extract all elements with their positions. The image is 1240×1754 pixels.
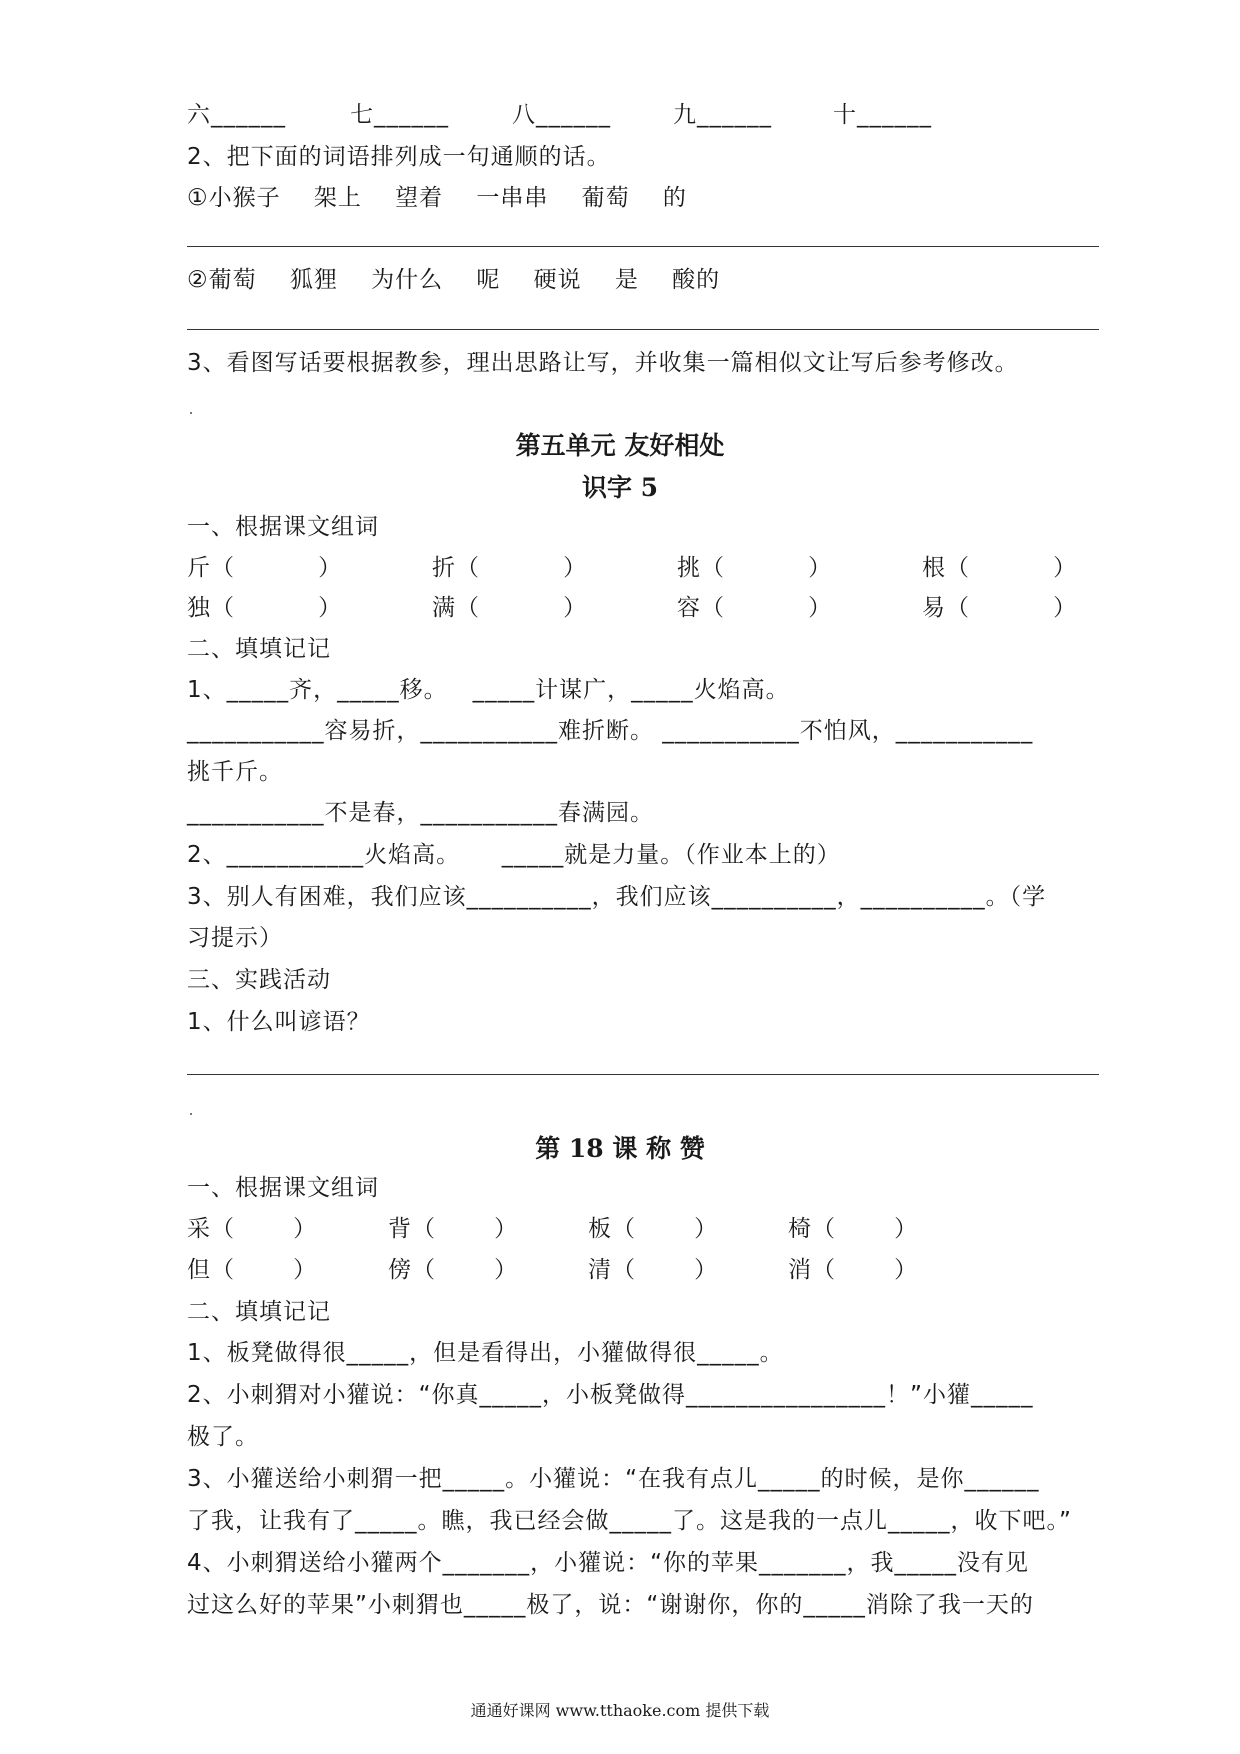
lesson-title: 识字 5: [581, 473, 659, 502]
question-2-prompt: 2、把下面的词语排列成一句通顺的话。: [187, 144, 611, 170]
fill-line: 3、别人有困难，我们应该__________，我们应该__________，__________。（学: [187, 884, 1047, 910]
fill-line: 4、小刺猬送给小獾两个_______，小獾说：“你的苹果_______，我_____没有见: [187, 1550, 1030, 1576]
question-prompt: 1、什么叫谚语？: [187, 1009, 371, 1035]
word-group-item: 采（ ）: [187, 1216, 318, 1242]
fill-line: 2、___________火焰高。 _____就是力量。（作业本上的）: [187, 842, 841, 868]
word-group-item: 板（ ）: [588, 1216, 719, 1242]
word-group-item: 容（ ）: [677, 595, 833, 621]
number-blank-7: 七______: [350, 102, 449, 128]
scan-speck: [190, 1113, 192, 1115]
word-group-item: 椅（ ）: [788, 1216, 919, 1242]
fill-line: 挑千斤。: [187, 759, 283, 785]
number-blank-9: 九______: [673, 102, 772, 128]
question-3-prompt: 3、看图写话要根据教参，理出思路让写，并收集一篇相似文让写后参考修改。: [187, 350, 1019, 376]
word-group-item: 易（ ）: [922, 595, 1078, 621]
word-group-item: 消（ ）: [788, 1257, 919, 1283]
sentence-words-2: ②葡萄 狐狸 为什么 呢 硬说 是 酸的: [187, 267, 721, 293]
word-group-item: 挑（ ）: [677, 555, 833, 581]
word-group-item: 背（ ）: [388, 1216, 519, 1242]
fill-line: 极了。: [187, 1424, 259, 1450]
number-blank-6: 六______: [187, 102, 286, 128]
fill-line: 过这么好的苹果”小刺猬也_____极了，说：“谢谢你，你的_____消除了我一天的: [187, 1592, 1034, 1618]
section-heading: 二、填填记记: [187, 1299, 331, 1325]
lesson-title: 第 18 课 称 赞: [535, 1134, 705, 1163]
word-group-item: 独（ ）: [187, 595, 343, 621]
word-group-item: 但（ ）: [187, 1257, 318, 1283]
page-footer: 通通好课网 www.tthaoke.com 提供下载: [470, 1701, 770, 1720]
answer-line: [187, 329, 1099, 330]
fill-line: 3、小獾送给小刺猬一把_____。小獾说：“在我有点儿_____的时候，是你______: [187, 1466, 1040, 1492]
number-blank-10: 十______: [833, 102, 932, 128]
word-group-item: 斤（ ）: [187, 555, 343, 581]
section-heading: 一、根据课文组词: [187, 514, 379, 540]
fill-line: ___________不是春，___________春满园。: [187, 800, 654, 826]
section-heading: 二、填填记记: [187, 636, 331, 662]
fill-line: 1、_____齐，_____移。 _____计谋广，_____火焰高。: [187, 677, 790, 703]
word-group-item: 根（ ）: [922, 555, 1078, 581]
fill-line: 1、板凳做得很_____，但是看得出，小獾做得很_____。: [187, 1340, 784, 1366]
fill-line: ___________容易折，___________难折断。 ___________不怕风，___________: [187, 718, 1034, 744]
section-heading: 三、实践活动: [187, 967, 331, 993]
answer-line: [187, 1074, 1099, 1075]
word-group-item: 傍（ ）: [388, 1257, 519, 1283]
fill-line: 2、小刺猬对小獾说：“你真_____，小板凳做得________________！”小獾_____: [187, 1382, 1034, 1408]
word-group-item: 折（ ）: [432, 555, 588, 581]
scan-speck: [190, 412, 192, 414]
answer-line: [187, 246, 1099, 247]
section-heading: 一、根据课文组词: [187, 1175, 379, 1201]
word-group-item: 清（ ）: [588, 1257, 719, 1283]
fill-line: 了我，让我有了_____。瞧，我已经会做_____了。这是我的一点儿_____，收下吧。”: [187, 1508, 1072, 1534]
fill-line: 习提示）: [187, 925, 283, 951]
unit-title: 第五单元 友好相处: [515, 431, 725, 460]
sentence-words-1: ①小猴子 架上 望着 一串串 葡萄 的: [187, 185, 687, 211]
word-group-item: 满（ ）: [432, 595, 588, 621]
number-blank-8: 八______: [512, 102, 611, 128]
